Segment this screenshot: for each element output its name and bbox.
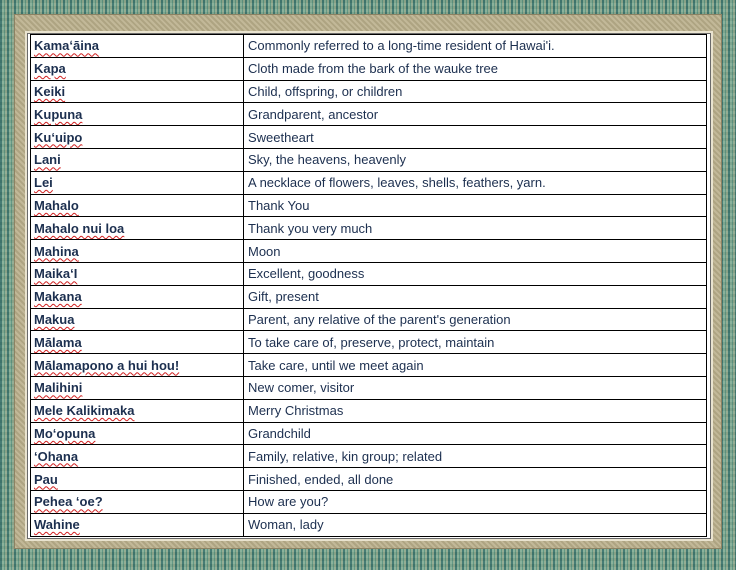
- term-cell: [31, 35, 244, 58]
- definition-cell: Commonly referred to a long-time resident of Hawai'i.: [244, 35, 707, 58]
- definition-cell: New comer, visitor: [244, 376, 707, 399]
- definition-cell: To take care of, preserve, protect, maintain: [244, 331, 707, 354]
- term-cell: [31, 262, 244, 285]
- table-row: [31, 57, 707, 80]
- table-row: [31, 399, 707, 422]
- table-row: [31, 468, 707, 491]
- hawaiian-glossary-table: [30, 34, 707, 537]
- term: Pau: [34, 471, 58, 487]
- definition-cell: Grandchild: [244, 422, 707, 445]
- term: Lei: [34, 175, 53, 191]
- term: Mahalo: [34, 197, 79, 213]
- term-cell: [31, 217, 244, 240]
- definition-cell: Grandparent, ancestor: [244, 103, 707, 126]
- term-cell: [31, 354, 244, 377]
- definition-cell: Sky, the heavens, heavenly: [244, 148, 707, 171]
- term-cell: [31, 331, 244, 354]
- term-cell: [31, 376, 244, 399]
- term-cell: [31, 468, 244, 491]
- table-row: [31, 445, 707, 468]
- table-row: [31, 285, 707, 308]
- term-cell: [31, 308, 244, 331]
- definition-cell: Thank you very much: [244, 217, 707, 240]
- table-row: [31, 513, 707, 536]
- term-cell: [31, 126, 244, 149]
- table-row: [31, 194, 707, 217]
- definition-cell: Child, offspring, or children: [244, 80, 707, 103]
- definition-cell: Family, relative, kin group; related: [244, 445, 707, 468]
- term-cell: [31, 171, 244, 194]
- term: Mālama: [34, 334, 82, 350]
- term-cell: [31, 399, 244, 422]
- table-row: [31, 126, 707, 149]
- table-row: [31, 148, 707, 171]
- term: Makua: [34, 311, 75, 327]
- table-row: [31, 80, 707, 103]
- term-cell: [31, 513, 244, 536]
- term: Mo‘opuna: [34, 425, 96, 441]
- term-cell: [31, 445, 244, 468]
- table-row: [31, 354, 707, 377]
- term: Mahalo nui loa: [34, 220, 125, 236]
- term: Mele Kalikimaka: [34, 403, 135, 419]
- term: Malihini: [34, 380, 83, 396]
- definition-cell: Parent, any relative of the parent's generation: [244, 308, 707, 331]
- table-row: [31, 490, 707, 513]
- definition-cell: Thank You: [244, 194, 707, 217]
- term-cell: [31, 490, 244, 513]
- table-row: [31, 262, 707, 285]
- term: Pehea ‘oe?: [34, 494, 103, 510]
- term: Mālamapono a hui hou!: [34, 357, 180, 373]
- term-cell: [31, 285, 244, 308]
- table-row: [31, 422, 707, 445]
- table-row: [31, 308, 707, 331]
- term: Makana: [34, 289, 82, 305]
- term: ‘Ohana: [34, 448, 79, 464]
- definition-cell: Moon: [244, 240, 707, 263]
- term-cell: [31, 103, 244, 126]
- definition-cell: Finished, ended, all done: [244, 468, 707, 491]
- term-cell: [31, 80, 244, 103]
- term-cell: [31, 240, 244, 263]
- table-row: [31, 35, 707, 58]
- term: Kupuna: [34, 106, 83, 122]
- term-cell: [31, 194, 244, 217]
- table-row: [31, 217, 707, 240]
- definition-cell: Merry Christmas: [244, 399, 707, 422]
- table-row: [31, 240, 707, 263]
- definition-cell: Sweetheart: [244, 126, 707, 149]
- table-row: [31, 331, 707, 354]
- term: Lani: [34, 152, 61, 168]
- term: Kapa: [34, 61, 66, 77]
- definition-cell: Gift, present: [244, 285, 707, 308]
- table-row: [31, 103, 707, 126]
- term: Kamaʻāina: [34, 38, 100, 54]
- term: Ku‘uipo: [34, 129, 83, 145]
- definition-cell: A necklace of flowers, leaves, shells, feathers, yarn.: [244, 171, 707, 194]
- table-row: [31, 376, 707, 399]
- table-row: [31, 171, 707, 194]
- term-cell: [31, 148, 244, 171]
- term-cell: [31, 422, 244, 445]
- term: Wahine: [34, 517, 80, 533]
- term: Maika‘I: [34, 266, 78, 282]
- term: Keiki: [34, 83, 66, 99]
- definition-cell: Take care, until we meet again: [244, 354, 707, 377]
- definition-cell: How are you?: [244, 490, 707, 513]
- definition-cell: Woman, lady: [244, 513, 707, 536]
- term-cell: [31, 57, 244, 80]
- definition-cell: Excellent, goodness: [244, 262, 707, 285]
- definition-cell: Cloth made from the bark of the wauke tree: [244, 57, 707, 80]
- term: Mahina: [34, 243, 79, 259]
